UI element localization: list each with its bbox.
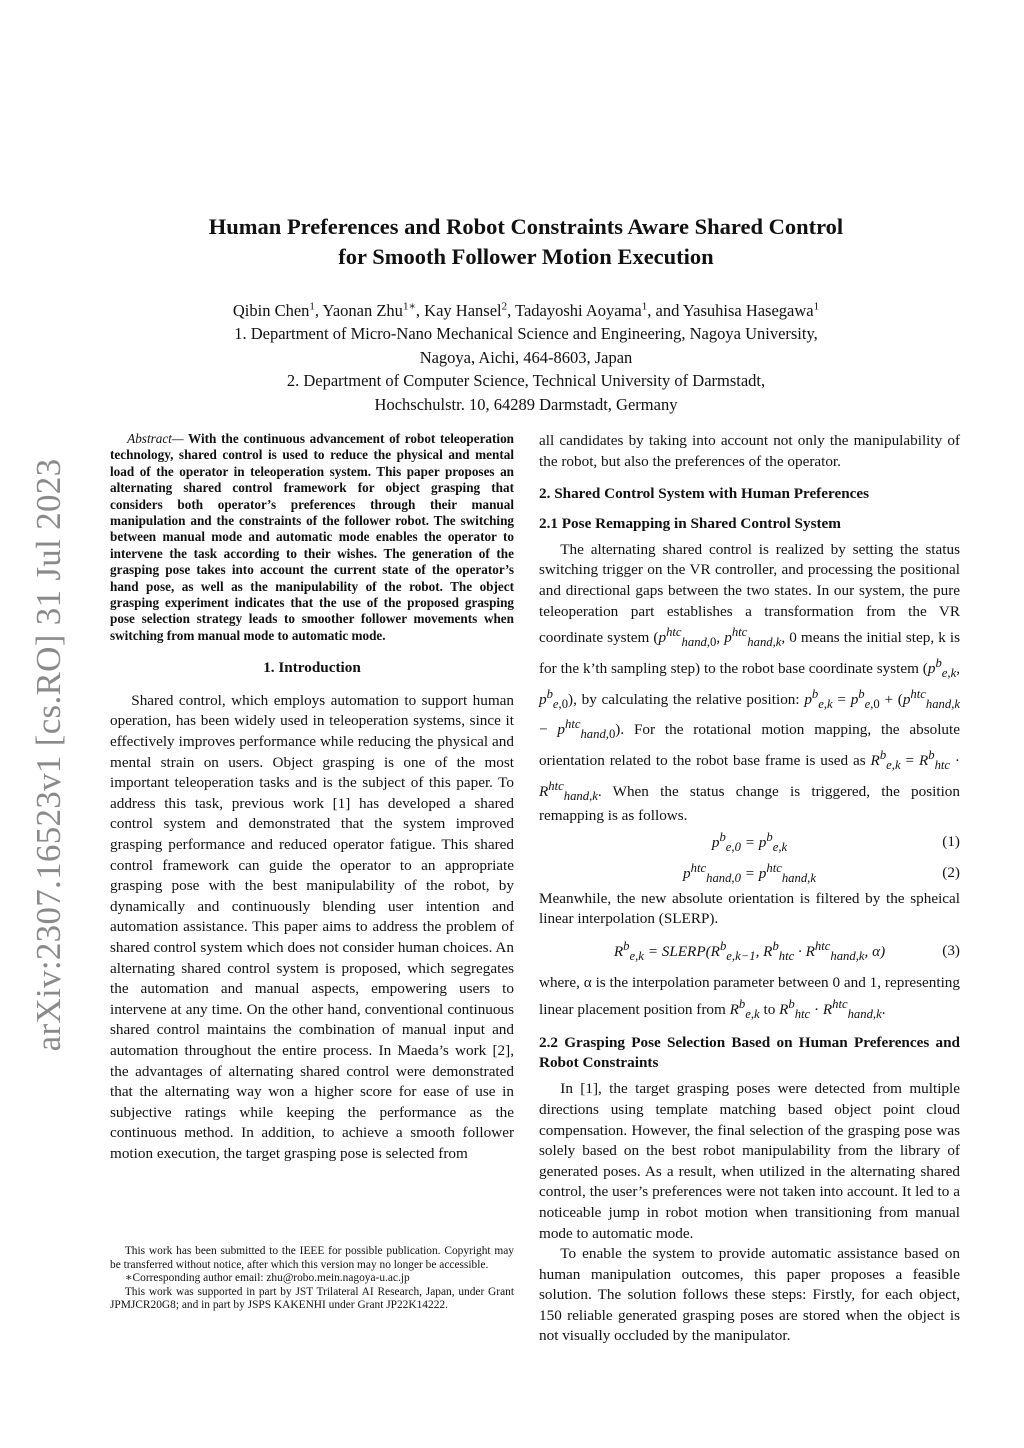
footnote-funding: This work was supported in part by JST Trilateral AI Research, Japan, under Grant JPMJCR20G8; and in part by JSPS KAKENHI under Grant JP22K14222. [110, 1285, 514, 1312]
footnote-corresponding-author: ∗Corresponding author email: zhu@robo.mein.nagoya-u.ac.jp [124, 1272, 410, 1285]
paper-title: Human Preferences and Robot Constraints Aware Shared Control for Smooth Follower Motion Execution [208, 214, 844, 269]
equation-3: $R^b_{e,k}$ = $SLERP(R^b_{e,k-1}$, $R^b_{htc} \cdot R^{htc}_{hand,k}$, α) (3) [613, 939, 960, 964]
equation-3-number: (3) [942, 942, 960, 960]
equation-1-number: (1) [942, 833, 960, 851]
introduction-paragraph: Shared control, which employs automation to support human operation, has been widely used in teleoperation systems, since it effectively improves performance while reducing the physical and mental strain on users. Object grasping is one of the most important teleoperation tasks and is the subject of this paper. To address this task, previous work [1] has developed a shared control system and demonstrated that the system improved grasping performance and reduced operator fatigue. This shared control framework can guide the operator to an appropriate grasping pose with the best manipulability of the robot, by dynamically and continuously blending user intention and automation assistance. This paper aims to address the problem of shared control system which does not consider human choices. An alternating shared control system is proposed, which segregates the automation and manual aspects, empowering users to intervene at any time. On the other hand, conventional continuous shared control maintains the combination of manual input and automation throughout the entire process. In Maeda’s work [2], the advantages of alternating shared control were demonstrated that the alternating way won a higher score for ease of use in subjective ratings while keeping the performance as the continuous method. In addition, to achieve a smooth follower motion execution, the target grasping pose is selected from [110, 691, 514, 1162]
right-column [539, 431, 960, 1347]
section-heading-introduction: 1. Introduction [263, 659, 361, 677]
arxiv-sidebar-stamp [28, 455, 70, 1055]
subsection-heading-2-2: 2.2 Grasping Pose Selection Based on Human Preferences and Robot Constraints [539, 1034, 960, 1072]
continued-paragraph: all candidates by taking into account not only the manipulability of the robot, but also the preferences of the operator. [539, 432, 960, 470]
equation-2-number: (2) [942, 864, 960, 882]
author-block [120, 299, 932, 416]
footnotes [110, 1245, 514, 1313]
affiliation-2-address: Hochschulstr. 10, 64289 Darmstadt, Germany [374, 394, 678, 414]
equation-2: $p^{htc}_{hand,0} = p^{htc}_{hand,k}$ (2) [683, 861, 960, 886]
affiliation-1: 1. Department of Micro-Nano Mechanical Science and Engineering, Nagoya University, [234, 324, 818, 344]
slerp-paragraph: Meanwhile, the new absolute orientation is filtered by the spheical linear interpolation (SLERP). [539, 889, 960, 928]
footnote-submission: This work has been submitted to the IEEE for possible publication. Copyright may be transferred without notice, after which this version may no longer be accessible. [110, 1245, 514, 1271]
abstract: Abstract— With the continuous advancement of robot teleoperation technology, shared control is used to reduce the physical and mental load of the operator in teleoperation system. This paper proposes an alternating shared control framework for object grasping that considers both operator’s preferences through their manual manipulation and the constraints of the follower robot. The switching between manual mode and automatic mode enables the operator to intervene the task according to their wishes. The generation of the grasping pose takes into account the current state of the operator’s hand pose, as well as the manipulability of the robot. The object grasping experiment indicates that the use of the proposed grasping pose selection strategy leads to smoother follower movements when switching from manual mode to automatic mode. [110, 431, 514, 643]
affiliation-2: 2. Department of Computer Science, Technical University of Darmstadt, [286, 371, 766, 391]
proposed-solution-paragraph: To enable the system to provide automatic assistance based on human manipulation outcomes, this paper proposes a feasible solution. The solution follows these steps: Firstly, for each object, 150 reliable generated grasping poses are stored when the object is not visually occluded by the manipulator. [539, 1245, 960, 1345]
grasp-selection-paragraph: In [1], the target grasping poses were detected from multiple directions using template matching based object point cloud compensation. However, the final selection of the grasping pose was solely based on the best robot manipulability from the library of generated poses. As a result, when utilized in the alternating shared control, the user’s preferences were not taken into account. It led to a noticeable jump in robot motion when transitioning from manual mode to automatic mode. [539, 1080, 960, 1242]
pose-remapping-paragraph: The alternating shared control is realized by setting the status switching trigger on the VR controller, and processing the positional and directional gaps between the two states. In our system, the pure teleoperation part establishes a transformation from the VR coordinate system ($p^{htc}_{hand,0}$, $p^{htc}_{hand,k}$, 0 means the initial step, k is for the k’th sampling step) to the robot base coordinate system ($p^b_{e,k}$, $p^b_{e,0}$), by calculating the relative position: $p^b_{e,k} = p^b_{e,0} + (p^{htc}_{hand,k} - p^{htc}_{hand,0})$. For the rotational motion mapping, the absolute orientation related to the robot base frame is used as $R^b_{e,k} = R^b_{htc} \cdot R^{htc}_{hand,k}$. When the status change is triggered, the position remapping is as follows. [539, 540, 961, 825]
author-list: Qibin Chen$^1$, Yaonan Zhu$^{1∗}$, Kay Hansel$^2$, Tadayoshi Aoyama$^1$, and Yasuhisa Hasegawa$^1$ [232, 300, 820, 320]
section-heading-2: 2. Shared Control System with Human Preferences [539, 485, 870, 503]
interpolation-paragraph: where, α is the interpolation parameter between 0 and 1, representing linear placement position from $R^b_{e,k}$ to $R^b_{htc} \cdot R^{htc}_{hand,k}$. [539, 974, 960, 1021]
equation-1: $p^b_{e,0} = p^b_{e,k}$ (1) [711, 830, 960, 855]
affiliation-1-address: Nagoya, Aichi, 464-8603, Japan [419, 347, 633, 367]
arxiv-identifier: arXiv:2307.16523v1 [cs.RO] 31 Jul 2023 [29, 458, 68, 1052]
subsection-heading-2-1: 2.1 Pose Remapping in Shared Control System [539, 514, 841, 532]
left-column [110, 431, 514, 1165]
